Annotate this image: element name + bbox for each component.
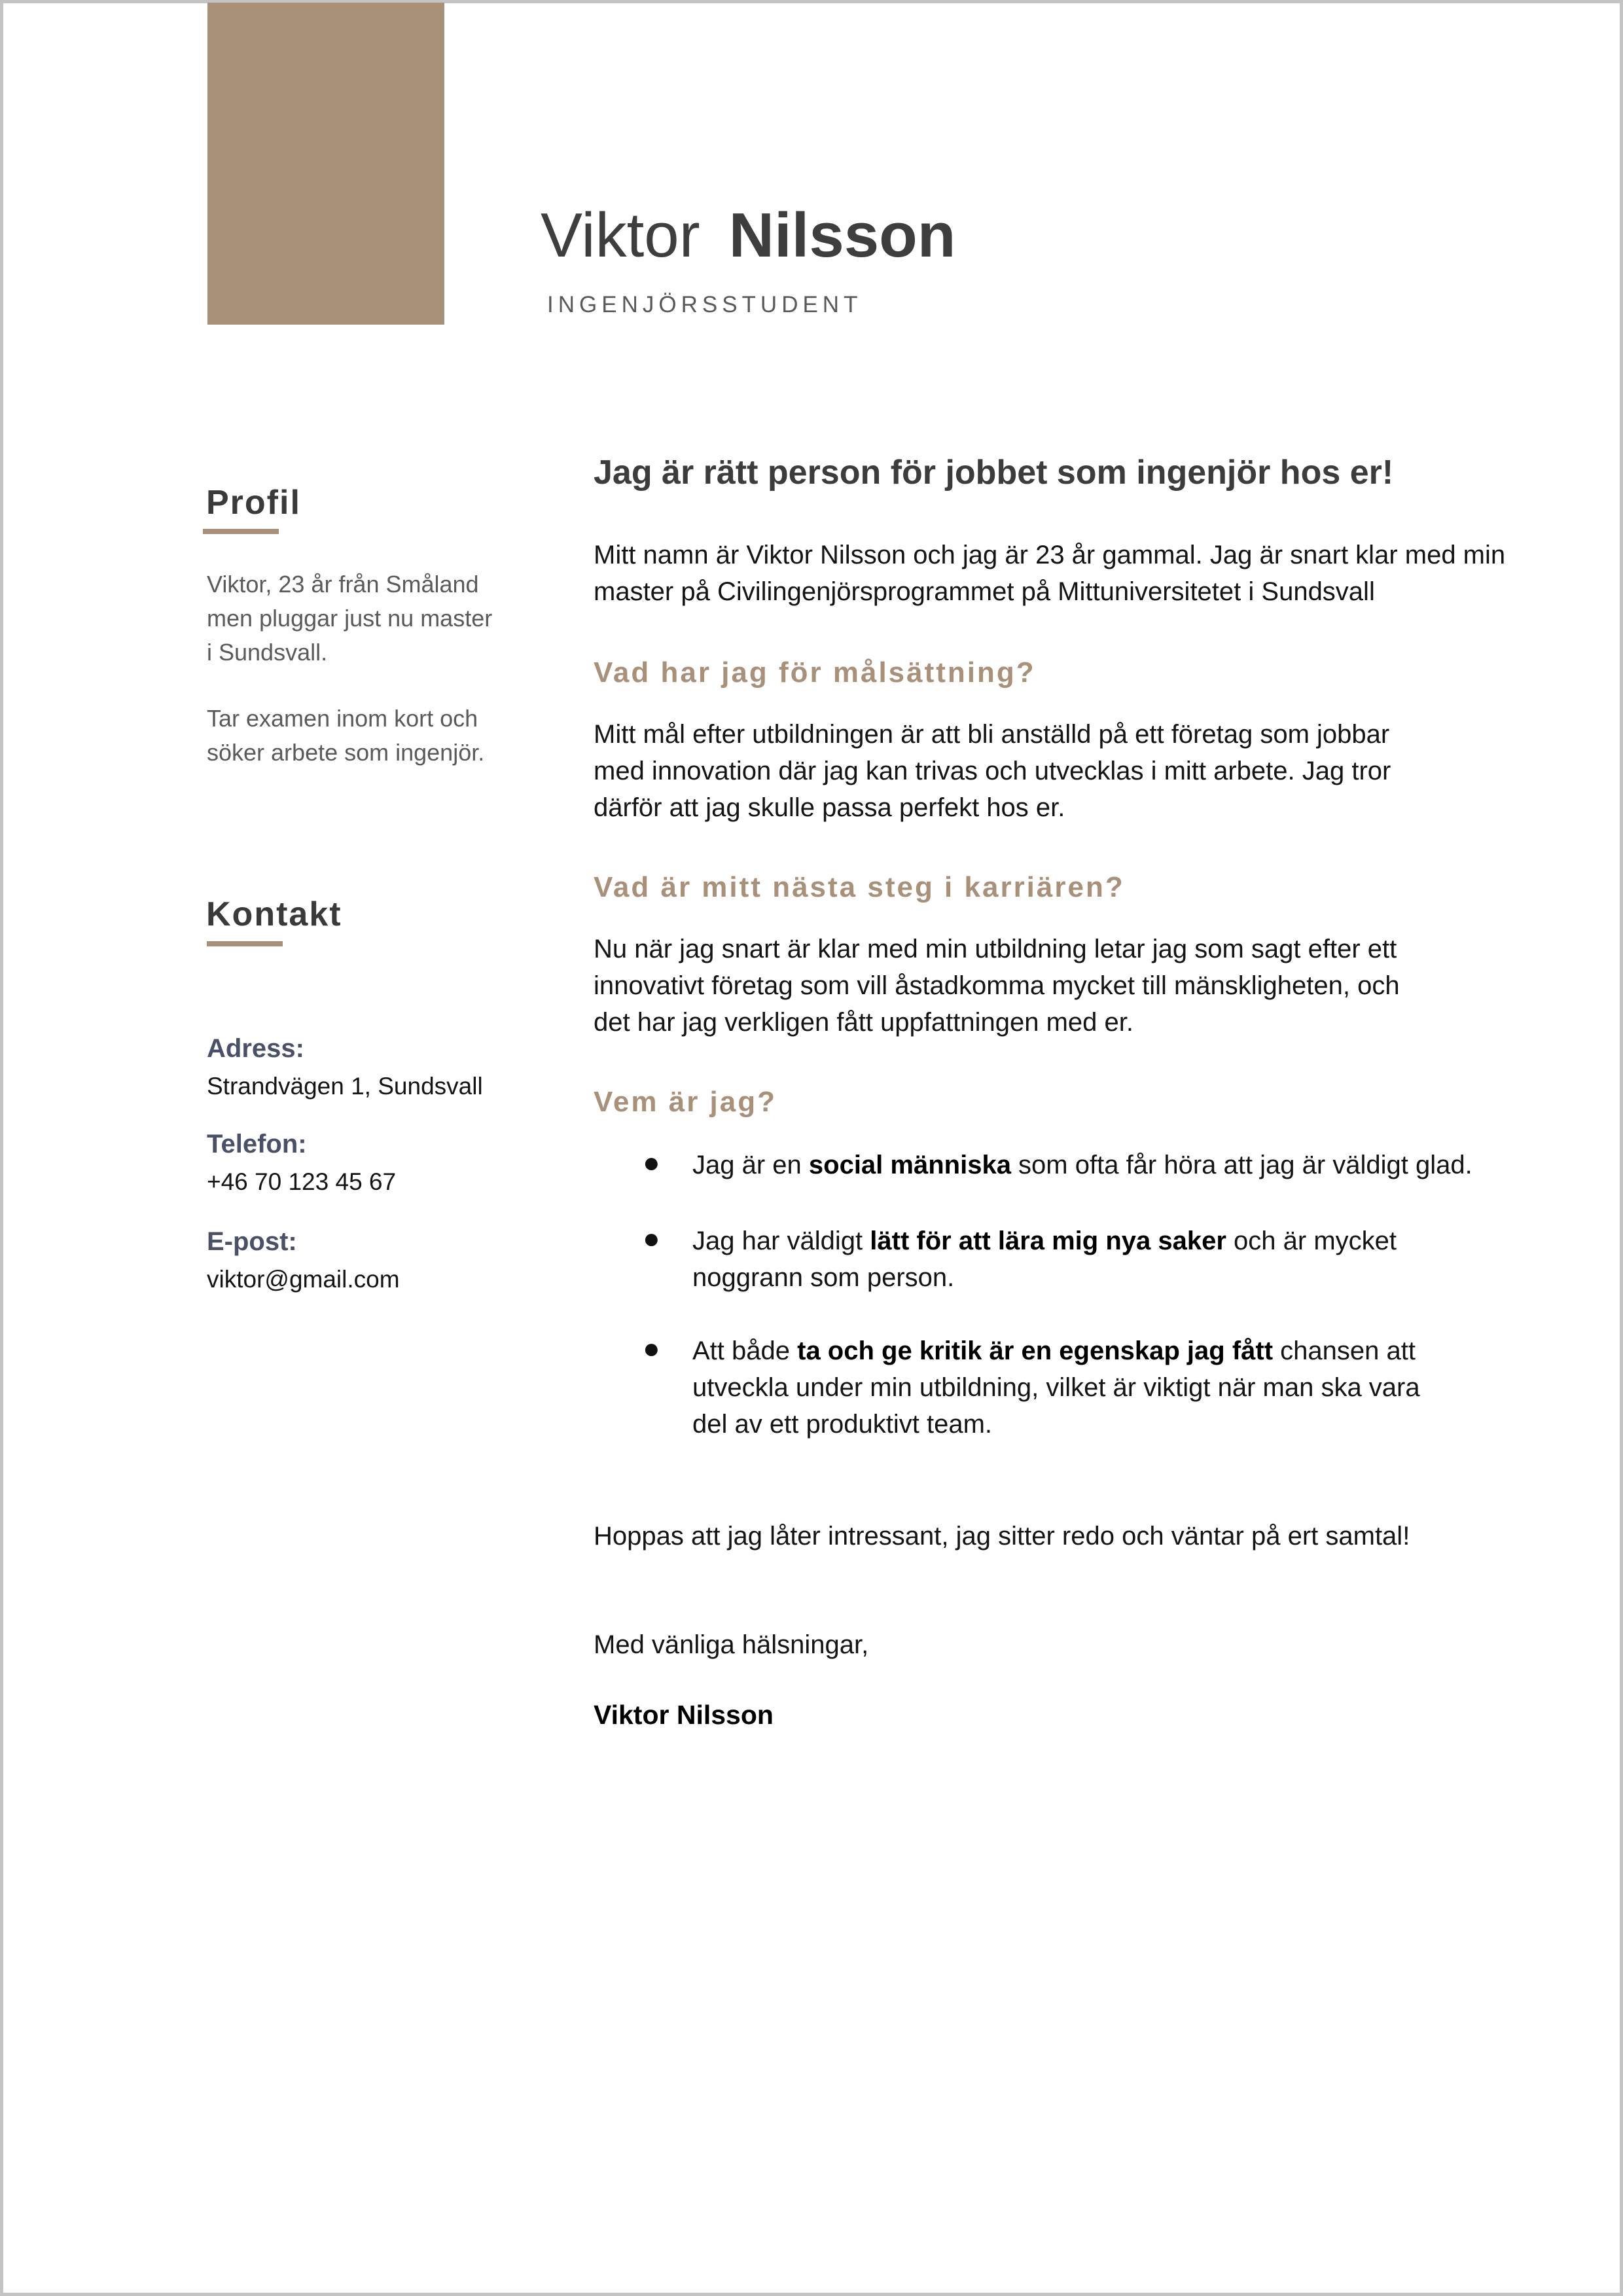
bullet-bold-text: lätt för att lära mig nya saker <box>870 1227 1226 1255</box>
bullet-bold-text: social människa <box>808 1151 1011 1179</box>
profile-line: men pluggar just nu master <box>207 605 493 632</box>
goal-line: med innovation där jag kan trivas och utvecklas i mitt arbete. Jag tror <box>594 757 1391 785</box>
profile-text-2 <box>207 702 534 770</box>
phone-value: +46 70 123 45 67 <box>207 1168 397 1195</box>
goal-heading: Vad har jag för målsättning? <box>594 656 1036 689</box>
profile-underline <box>203 529 279 534</box>
next-step-line: det har jag verkligen fått uppfattningen med er. <box>594 1008 1133 1037</box>
profile-line: i Sundsvall. <box>207 639 328 666</box>
contact-underline <box>207 941 283 946</box>
contact-heading: Kontakt <box>206 895 342 933</box>
profile-text <box>207 567 534 670</box>
profile-line: Viktor, 23 år från Småland <box>207 571 479 598</box>
next-step-heading: Vad är mitt nästa steg i karriären? <box>594 871 1125 903</box>
next-step-line: innovativt företag som vill åstadkomma mycket till mänskligheten, och <box>594 971 1400 1000</box>
bullet-item <box>692 1223 1550 1296</box>
next-step-paragraph <box>594 931 1549 1041</box>
bullet-icon: ● <box>643 1333 660 1365</box>
closing-paragraph: Hoppas att jag låter intressant, jag sitter redo och väntar på ert samtal! <box>594 1522 1410 1551</box>
first-name: Viktor <box>541 200 700 270</box>
intro-line: Mitt namn är Viktor Nilsson och jag är 23 år gammal. Jag är snart klar med min <box>594 541 1506 569</box>
intro-paragraph <box>594 537 1549 610</box>
who-heading: Vem är jag? <box>594 1086 777 1118</box>
bullet-text: chansen att <box>1273 1336 1416 1365</box>
bullet-icon: ● <box>643 1147 660 1179</box>
goal-paragraph <box>594 716 1549 826</box>
brand-color-block <box>207 3 444 325</box>
bullet-text: Jag har väldigt <box>692 1227 870 1255</box>
intro-line: master på Civilingenjörsprogrammet på Mittuniversitetet i Sundsvall <box>594 577 1375 606</box>
bullet-text: Jag är en <box>692 1151 809 1179</box>
bullet-bold-text: ta och ge kritik är en egenskap jag fått <box>797 1336 1274 1365</box>
bullet-text: del av ett produktivt team. <box>692 1410 993 1439</box>
email-label: E-post: <box>207 1227 297 1256</box>
last-name: Nilsson <box>728 200 956 270</box>
goal-line: Mitt mål efter utbildningen är att bli anställd på ett företag som jobbar <box>594 720 1390 749</box>
address-value: Strandvägen 1, Sundsvall <box>207 1073 483 1100</box>
bullet-text: som ofta får höra att jag är väldigt glad. <box>1010 1151 1472 1179</box>
bullet-text: Att både <box>692 1336 798 1365</box>
applicant-name <box>541 198 955 273</box>
bullet-icon: ● <box>643 1223 660 1255</box>
greeting: Med vänliga hälsningar, <box>594 1630 869 1659</box>
profile-heading: Profil <box>206 484 301 522</box>
letter-heading: Jag är rätt person för jobbet som ingenjör hos er! <box>594 454 1394 492</box>
bullet-item <box>692 1147 1550 1183</box>
email-value: viktor@gmail.com <box>207 1266 400 1293</box>
next-step-line: Nu när jag snart är klar med min utbildning letar jag som sagt efter ett <box>594 935 1397 963</box>
bullet-item <box>692 1333 1550 1443</box>
phone-label: Telefon: <box>207 1130 307 1158</box>
profile-line: Tar examen inom kort och <box>207 705 478 732</box>
bullet-text: noggrann som person. <box>692 1263 955 1292</box>
bullet-text: och är mycket <box>1226 1227 1397 1255</box>
signature: Viktor Nilsson <box>594 1700 774 1730</box>
profile-line: söker arbete som ingenjör. <box>207 739 485 766</box>
job-title: INGENJÖRSSTUDENT <box>547 292 863 317</box>
goal-line: därför att jag skulle passa perfekt hos er. <box>594 793 1065 822</box>
address-label: Adress: <box>207 1034 304 1063</box>
bullet-text: utveckla under min utbildning, vilket är viktigt när man ska vara <box>692 1373 1420 1402</box>
